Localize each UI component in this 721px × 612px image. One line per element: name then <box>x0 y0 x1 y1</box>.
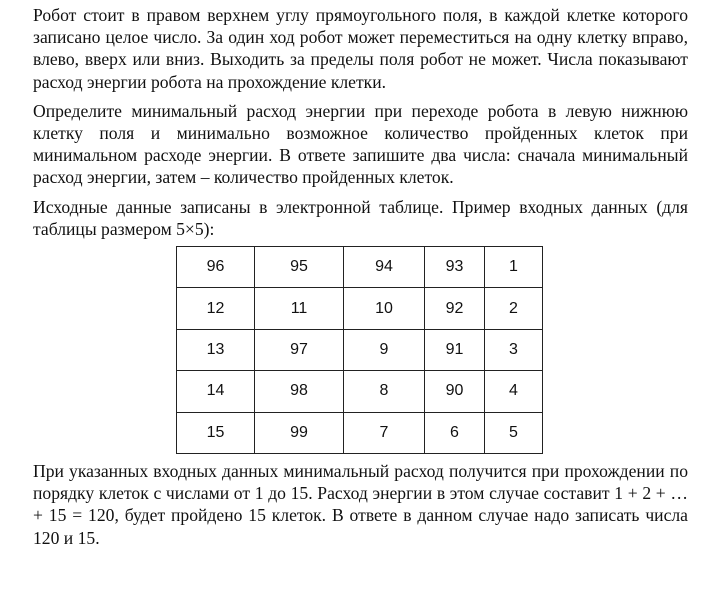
table-cell: 6 <box>425 412 485 453</box>
table-cell: 14 <box>177 371 255 412</box>
paragraph-example-answer: При указанных входных данных минимальный расход получится при прохождении по порядку клеток с числами от 1 до 15. Расход энергии в этом случае составит 1 + 2 + … + 15 = 120, будет пройдено 15 клеток. В ответе в данном случае надо записать числа 120 и 15. <box>33 460 688 548</box>
table-cell: 98 <box>255 371 344 412</box>
table-cell: 3 <box>485 329 543 370</box>
table-cell: 91 <box>425 329 485 370</box>
example-table-container <box>176 246 542 454</box>
table-cell: 8 <box>344 371 425 412</box>
paragraph-task-question: Определите минимальный расход энергии при переходе робота в левую нижнюю клетку поля и минимально возможное количество пройденных клеток при минимальном расходе энергии. В ответе запишите два числа: сначала минимальный расход энергии, затем – количество пройденных клеток. <box>33 100 688 188</box>
table-cell: 4 <box>485 371 543 412</box>
table-cell: 95 <box>255 247 344 288</box>
table-cell: 9 <box>344 329 425 370</box>
example-grid-table <box>176 246 543 454</box>
table-row <box>177 412 543 453</box>
table-cell: 99 <box>255 412 344 453</box>
table-cell: 12 <box>177 288 255 329</box>
table-cell: 15 <box>177 412 255 453</box>
table-cell: 92 <box>425 288 485 329</box>
table-row <box>177 247 543 288</box>
document-page <box>33 4 688 549</box>
table-row <box>177 329 543 370</box>
table-cell: 97 <box>255 329 344 370</box>
table-cell: 1 <box>485 247 543 288</box>
table-row <box>177 371 543 412</box>
table-cell: 11 <box>255 288 344 329</box>
table-cell: 7 <box>344 412 425 453</box>
table-cell: 96 <box>177 247 255 288</box>
table-row <box>177 288 543 329</box>
paragraph-input-example-intro: Исходные данные записаны в электронной таблице. Пример входных данных (для таблицы размером 5×5): <box>33 196 688 239</box>
table-cell: 90 <box>425 371 485 412</box>
paragraph-task-description: Робот стоит в правом верхнем углу прямоугольного поля, в каждой клетке которого записано целое число. За один ход робот может переместиться на одну клетку вправо, влево, вверх или вниз. Выходить за пределы поля робот не может. Числа показывают расход энергии робота на прохождение клетки. <box>33 5 688 92</box>
table-cell: 5 <box>485 412 543 453</box>
table-cell: 2 <box>485 288 543 329</box>
table-cell: 94 <box>344 247 425 288</box>
table-cell: 93 <box>425 247 485 288</box>
table-cell: 13 <box>177 329 255 370</box>
table-cell: 10 <box>344 288 425 329</box>
